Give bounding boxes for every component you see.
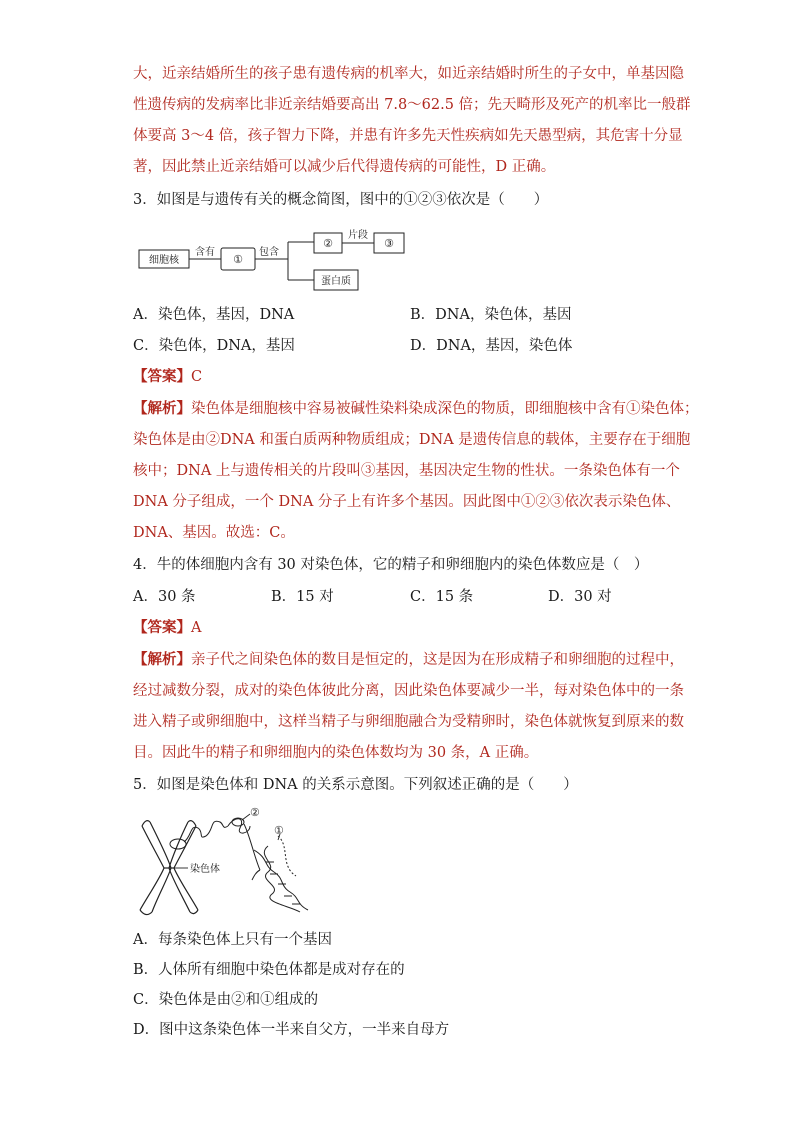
cell-nucleus-label: 细胞核 [149,255,179,266]
q3-analysis-line-5: DNA、基因。故选：C。 [133,525,295,541]
q3-answer-tag: 【答案】 [133,368,191,385]
intro-line-2: 性遗传病的发病率比非近亲结婚要高出 7.8～62.5 倍；先天畸形及死产的机率比一般群 [133,97,691,113]
q4-analysis-text-1: 亲子代之间染色体的数目是恒定的，这是因为在形成精子和卵细胞的过程中， [191,652,684,668]
q4-answer-value: A [191,620,202,636]
q3-option-a: A．染色体，基因，DNA [133,307,295,323]
q5-option-b: B．人体所有细胞中染色体都是成对存在的 [133,962,405,978]
q4-option-d: D．30 对 [548,589,612,605]
q3-analysis-line-4: DNA 分子组成，一个 DNA 分子上有许多个基因。因此图中①②③依次表示染色体、 [133,494,681,510]
node2-label: ② [323,237,333,250]
intro-line-1: 大，近亲结婚所生的孩子患有遗传病的机率大，如近亲结婚时所生的子女中，单基因隐 [133,66,684,82]
q5-option-c: C．染色体是由②和①组成的 [133,992,319,1008]
q4-option-c: C．15 条 [410,589,474,605]
node3-label: ③ [384,237,394,250]
q3-answer [133,367,202,387]
q3-question: 3．如图是与遗传有关的概念简图，图中的①②③依次是（ ） [133,192,549,208]
q3-option-d: D．DNA，基因，染色体 [410,338,573,354]
q3-concept-diagram [133,228,423,296]
protein-label: 蛋白质 [321,276,351,287]
q4-question: 4．牛的体细胞内含有 30 对染色体，它的精子和卵细胞内的染色体数应是（ ） [133,557,649,573]
contains-label: 含有 [195,247,215,258]
q3-answer-value: C [191,369,203,385]
q3-analysis-tag: 【解析】 [133,400,191,417]
q3-option-c: C．染色体，DNA，基因 [133,338,295,354]
intro-line-4: 著，因此禁止近亲结婚可以减少后代得遗传病的可能性，D 正确。 [133,159,556,175]
q4-analysis-tag: 【解析】 [133,651,191,668]
q3-option-b: B．DNA，染色体，基因 [410,307,572,323]
node1-label: ① [233,253,243,266]
q3-analysis-line-1 [133,399,699,419]
q3-analysis-line-3: 核中；DNA 上与遗传相关的片段叫③基因，基因决定生物的性状。一条染色体有一个 [133,463,680,479]
label-chromosome: 染色体 [190,864,220,875]
q4-analysis-line-3: 进入精子或卵细胞中，这样当精子与卵细胞融合为受精卵时，染色体就恢复到原来的数 [133,714,684,730]
q5-option-d: D．图中这条染色体一半来自父方，一半来自母方 [133,1022,450,1038]
q5-option-a: A．每条染色体上只有一个基因 [133,932,332,948]
q4-answer [133,618,201,638]
q3-analysis-text-1: 染色体是细胞核中容易被碱性染料染成深色的物质，即细胞核中含有①染色体； [191,401,699,417]
q4-analysis-line-4: 目。因此牛的精子和卵细胞内的染色体数均为 30 条，A 正确。 [133,745,539,761]
label-1: ① [274,824,284,837]
q3-analysis-line-2: 染色体是由②DNA 和蛋白质两种物质组成；DNA 是遗传信息的载体，主要存在于细胞 [133,432,691,448]
q5-chromosome-dna-figure [128,806,328,916]
q4-answer-tag: 【答案】 [133,619,191,636]
q4-option-a: A．30 条 [133,589,196,605]
q5-question: 5．如图是染色体和 DNA 的关系示意图。下列叙述正确的是（ ） [133,777,578,793]
intro-line-3: 体要高 3～4 倍，孩子智力下降，并患有许多先天性疾病如先天愚型病，其危害十分显 [133,128,683,144]
label-2: ② [250,806,260,819]
q4-option-b: B．15 对 [271,589,334,605]
includes-label: 包含 [259,247,279,258]
q4-analysis-line-2: 经过减数分裂，成对的染色体彼此分离，因此染色体要减少一半，每对染色体中的一条 [133,683,684,699]
dna-helix [254,836,308,912]
q4-analysis-line-1 [133,650,684,670]
segment-label: 片段 [348,230,368,241]
